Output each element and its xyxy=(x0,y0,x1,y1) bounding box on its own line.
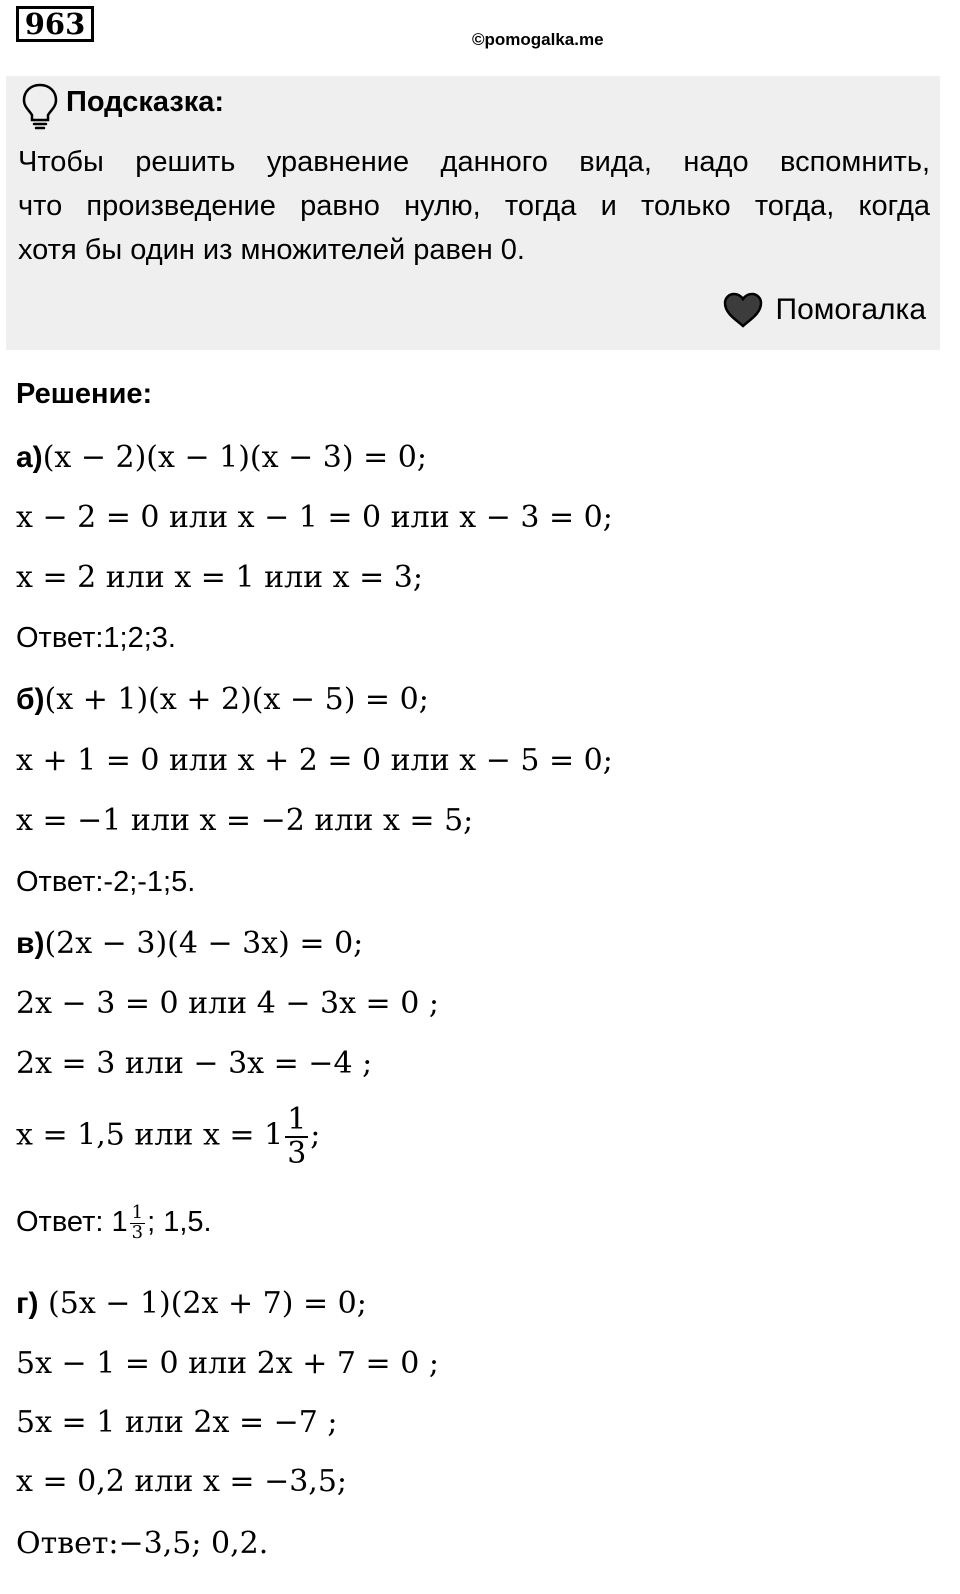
part-b-step2: x = −1 или x = −2 или x = 5; xyxy=(16,803,474,838)
brand xyxy=(722,292,927,328)
part-b-equation xyxy=(16,682,429,717)
part-g-step1: 5x − 1 = 0 или 2x + 7 = 0 ; xyxy=(16,1346,439,1381)
hint-line: Чтобы решить уравнение данного вида, надо вспомнить, xyxy=(18,146,930,178)
step3-suffix: ; xyxy=(310,1117,321,1153)
fraction-numerator: 1 xyxy=(131,1202,144,1223)
lightbulb-icon xyxy=(20,82,60,130)
heart-icon xyxy=(722,292,764,328)
part-v-answer xyxy=(16,1204,212,1243)
part-v-step2: 2x = 3 или − 3x = −4 ; xyxy=(16,1046,373,1081)
equation: (x − 2)(x − 1)(x − 3) = 0; xyxy=(42,440,427,475)
fraction-denominator: 3 xyxy=(287,1135,307,1171)
part-a-equation xyxy=(16,440,427,475)
part-b-answer: Ответ:-2;-1;5. xyxy=(16,866,196,898)
equation: (x + 1)(x + 2)(x − 5) = 0; xyxy=(44,682,429,717)
part-v-step3 xyxy=(16,1104,320,1169)
part-a-step2: x = 2 или x = 1 или x = 3; xyxy=(16,560,423,595)
part-v-step1: 2x − 3 = 0 или 4 − 3x = 0 ; xyxy=(16,986,439,1021)
watermark: ©pomogalka.me xyxy=(472,30,604,49)
equation: (2x − 3)(4 − 3x) = 0; xyxy=(44,926,364,961)
answer-suffix: ; 1,5. xyxy=(147,1206,212,1239)
fraction-numerator: 1 xyxy=(287,1102,307,1137)
equation: (5x − 1)(2x + 7) = 0; xyxy=(38,1286,367,1321)
hint-line: что произведение равно нулю, тогда и только тогда, когда xyxy=(18,190,930,222)
part-label: в) xyxy=(16,927,45,960)
part-b-step1: x + 1 = 0 или x + 2 = 0 или x − 5 = 0; xyxy=(16,743,613,778)
fraction-denominator: 3 xyxy=(131,1221,144,1243)
part-label: г) xyxy=(16,1287,39,1320)
part-label: а) xyxy=(16,441,43,474)
part-g-step2: 5x = 1 или 2x = −7 ; xyxy=(16,1405,338,1440)
part-a-answer: Ответ:1;2;3. xyxy=(16,622,176,654)
part-a-step1: x − 2 = 0 или x − 1 = 0 или x − 3 = 0; xyxy=(16,500,613,535)
solution-title: Решение: xyxy=(16,378,153,410)
brand-label: Помогалка xyxy=(775,293,926,326)
hint-text xyxy=(18,140,930,272)
fraction xyxy=(285,1104,308,1169)
hint-box xyxy=(6,76,940,350)
hint-line: хотя бы один из множителей равен 0. xyxy=(18,234,525,266)
problem-number: 963 xyxy=(16,6,94,42)
part-g-answer: Ответ:−3,5; 0,2. xyxy=(16,1526,269,1561)
hint-title: Подсказка: xyxy=(66,86,225,118)
part-v-equation xyxy=(16,926,363,961)
part-label: б) xyxy=(16,683,45,716)
step3-prefix: x = 1,5 или x = 1 xyxy=(16,1117,284,1153)
part-g-step3: x = 0,2 или x = −3,5; xyxy=(16,1464,348,1499)
part-g-equation xyxy=(16,1286,367,1321)
fraction xyxy=(130,1204,145,1243)
answer-prefix: Ответ: 1 xyxy=(16,1206,128,1239)
